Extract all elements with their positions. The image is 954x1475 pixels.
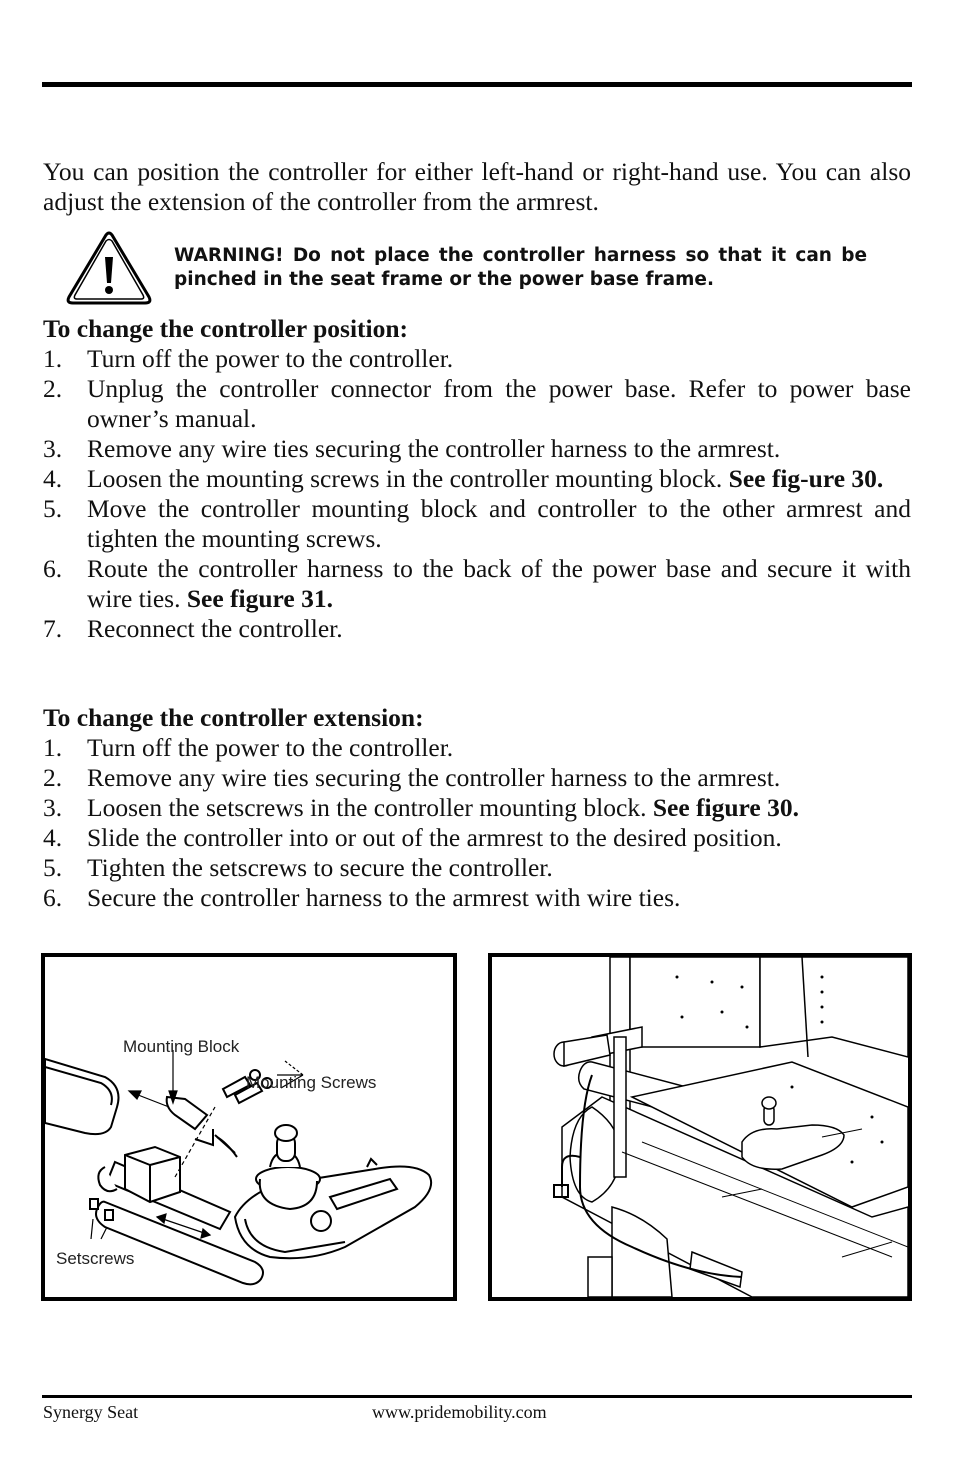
step-number: 4. [43, 464, 63, 493]
header-rule [42, 82, 912, 87]
step-item [43, 793, 911, 823]
step-number: 6. [43, 883, 63, 912]
step-number: 6. [43, 554, 63, 583]
step-item [43, 733, 911, 763]
step-text: Unplug the controller connector from the power base. Refer to power base owner’s manual. [87, 374, 911, 433]
footer-rule [42, 1395, 912, 1398]
step-text: Reconnect the controller. [87, 614, 343, 643]
step-number: 5. [43, 853, 63, 882]
position-section [43, 314, 911, 644]
step-item [43, 763, 911, 793]
step-item [43, 823, 911, 853]
step-item [43, 853, 911, 883]
step-item [43, 494, 911, 554]
step-item [43, 614, 911, 644]
figure-reference: See fig-ure 30. [728, 464, 884, 493]
position-steps [43, 344, 911, 644]
step-number: 5. [43, 494, 63, 523]
step-number: 3. [43, 434, 63, 463]
step-item [43, 464, 911, 494]
footer-product-name: Synergy Seat [43, 1402, 139, 1422]
figure-reference: See figure 31. [186, 584, 333, 613]
extension-section-title: To change the controller extension: [43, 703, 424, 732]
mounting-block-illustration [45, 957, 453, 1297]
step-item [43, 883, 911, 913]
step-text: Remove any wire ties securing the controller harness to the armrest. [87, 763, 781, 792]
extension-steps [43, 733, 911, 913]
step-item [43, 374, 911, 434]
warning-text: WARNING! Do not place the controller harness so that it can be pinched in the seat frame or the power base frame. [174, 245, 867, 290]
intro-paragraph: You can position the controller for either left-hand or right-hand use. You can also adjust the extension of the controller from the armrest. [43, 157, 911, 216]
figure-reference: See figure 30. [652, 793, 799, 822]
step-number: 7. [43, 614, 63, 643]
mounting-block-label: Mounting Block [123, 1037, 240, 1056]
step-number: 3. [43, 793, 63, 822]
setscrews-label: Setscrews [56, 1249, 135, 1268]
figure-30-mounting-block [41, 953, 457, 1301]
step-text: Move the controller mounting block and controller to the other armrest and tighten the mounting screws. [87, 494, 911, 553]
warning-triangle-icon [66, 231, 152, 305]
harness-routing-illustration [492, 957, 908, 1297]
step-item [43, 344, 911, 374]
step-text: Route the controller harness to the back of the power base and secure it with wire ties. [87, 554, 911, 613]
step-text: Secure the controller harness to the armrest with wire ties. [87, 883, 681, 912]
step-text: Turn off the power to the controller. [87, 344, 454, 373]
step-item [43, 434, 911, 464]
step-text: Remove any wire ties securing the controller harness to the armrest. [87, 434, 781, 463]
step-number: 4. [43, 823, 63, 852]
mounting-screws-label: Mounting Screws [246, 1073, 377, 1092]
step-text: Slide the controller into or out of the armrest to the desired position. [87, 823, 782, 852]
position-section-title: To change the controller position: [43, 314, 409, 343]
extension-section [43, 703, 911, 913]
figure-31-harness-routing [488, 953, 912, 1301]
step-number: 2. [43, 374, 63, 403]
step-text: Turn off the power to the controller. [87, 733, 454, 762]
step-text: Loosen the mounting screws in the controller mounting block. [87, 464, 723, 493]
step-number: 1. [43, 344, 63, 373]
footer-website[interactable]: www.pridemobility.com [372, 1402, 547, 1422]
step-number: 2. [43, 763, 63, 792]
step-number: 1. [43, 733, 63, 762]
step-text: Tighten the setscrews to secure the controller. [87, 853, 553, 882]
step-item [43, 554, 911, 614]
step-text: Loosen the setscrews in the controller mounting block. [87, 793, 647, 822]
